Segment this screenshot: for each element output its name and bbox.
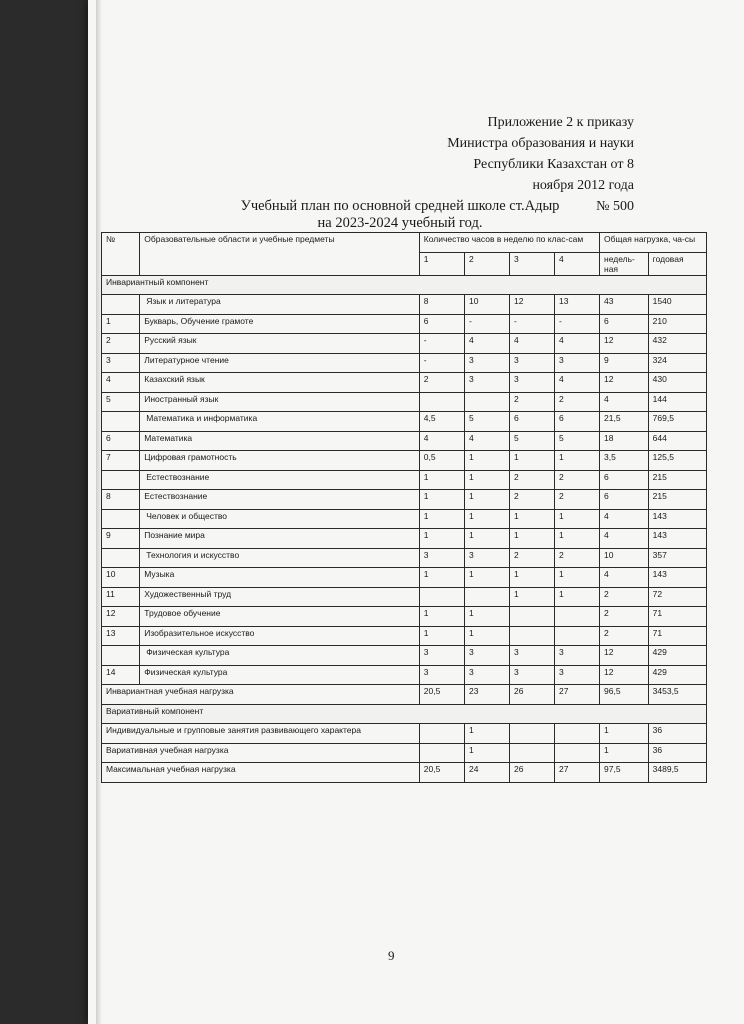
cell-g4: 1 bbox=[555, 451, 600, 471]
cell-g3: 3 bbox=[510, 353, 555, 373]
area-row bbox=[102, 646, 707, 666]
variative-total-row-label: Вариативная учебная нагрузка bbox=[102, 743, 420, 763]
cell-g3: 2 bbox=[510, 470, 555, 490]
cell-g1: 20,5 bbox=[419, 685, 464, 705]
cell-g1: 8 bbox=[419, 295, 464, 315]
row-number: 3 bbox=[102, 353, 140, 373]
grade-1-header: 1 bbox=[419, 252, 464, 275]
page-number: 9 bbox=[388, 948, 395, 963]
cell-g2: 1 bbox=[465, 529, 510, 549]
cell-year: 432 bbox=[648, 334, 706, 354]
subject-row bbox=[102, 353, 707, 373]
cell-year: 430 bbox=[648, 373, 706, 393]
cell-g2: 1 bbox=[465, 568, 510, 588]
cell-g4: 3 bbox=[555, 665, 600, 685]
row-number: 4 bbox=[102, 373, 140, 393]
col-total-header: Общая нагрузка, ча-сы bbox=[600, 233, 707, 253]
cell-g1: 3 bbox=[419, 665, 464, 685]
cell-year: 215 bbox=[648, 490, 706, 510]
cell-g3 bbox=[510, 607, 555, 627]
cell-week: 6 bbox=[600, 314, 649, 334]
cell-year: 429 bbox=[648, 665, 706, 685]
cell-g4: 3 bbox=[555, 646, 600, 666]
cell-g1: 3 bbox=[419, 646, 464, 666]
cell-g2: 1 bbox=[465, 490, 510, 510]
cell-g2: 23 bbox=[465, 685, 510, 705]
cell-week: 12 bbox=[600, 373, 649, 393]
cell-g3: 12 bbox=[510, 295, 555, 315]
cell-year: 3489,5 bbox=[648, 763, 706, 783]
cell-week: 2 bbox=[600, 587, 649, 607]
invariant-total-row bbox=[102, 685, 707, 705]
cell-g1 bbox=[419, 587, 464, 607]
subject-row bbox=[102, 607, 707, 627]
cell-g3 bbox=[510, 626, 555, 646]
title-line-1: Учебный план по основной средней школе ст.Адыр bbox=[240, 198, 560, 214]
subject-name: Цифровая грамотность bbox=[140, 451, 420, 471]
cell-year: 3453,5 bbox=[648, 685, 706, 705]
cell-g3: 4 bbox=[510, 334, 555, 354]
order-line-1: Приложение 2 к приказу bbox=[487, 115, 634, 130]
variative-total-row bbox=[102, 743, 707, 763]
cell-g2: 3 bbox=[465, 548, 510, 568]
cell-g2: 3 bbox=[465, 665, 510, 685]
cell-year: 210 bbox=[648, 314, 706, 334]
cell-year: 769,5 bbox=[648, 412, 706, 432]
subject-row bbox=[102, 334, 707, 354]
area-row bbox=[102, 509, 707, 529]
area-row bbox=[102, 412, 707, 432]
subject-name: Изобразительное искусство bbox=[140, 626, 420, 646]
cell-g3: 2 bbox=[510, 392, 555, 412]
cell-g3: 6 bbox=[510, 412, 555, 432]
cell-g4: 2 bbox=[555, 392, 600, 412]
subject-row bbox=[102, 373, 707, 393]
individual-lessons-row bbox=[102, 724, 707, 744]
cell-year: 1540 bbox=[648, 295, 706, 315]
cell-g2: 1 bbox=[465, 470, 510, 490]
subject-name: Литературное чтение bbox=[140, 353, 420, 373]
cell-g1 bbox=[419, 392, 464, 412]
cell-g4: 4 bbox=[555, 373, 600, 393]
cell-week: 2 bbox=[600, 607, 649, 627]
cell-g3: 2 bbox=[510, 490, 555, 510]
row-number: 14 bbox=[102, 665, 140, 685]
cell-year: 143 bbox=[648, 568, 706, 588]
cell-g1: 6 bbox=[419, 314, 464, 334]
cell-g3: 26 bbox=[510, 685, 555, 705]
cell-g3: 1 bbox=[510, 509, 555, 529]
cell-g3: 1 bbox=[510, 568, 555, 588]
area-row bbox=[102, 295, 707, 315]
subject-name: Язык и литература bbox=[140, 295, 420, 315]
subject-name: Естествознание bbox=[140, 490, 420, 510]
invariant-section-label: Инвариантный компонент bbox=[102, 275, 707, 295]
cell-g4: 1 bbox=[555, 529, 600, 549]
subject-name: Казахский язык bbox=[140, 373, 420, 393]
cell-week: 18 bbox=[600, 431, 649, 451]
cell-g2 bbox=[465, 587, 510, 607]
subject-row bbox=[102, 314, 707, 334]
cell-year: 644 bbox=[648, 431, 706, 451]
subject-name: Познание мира bbox=[140, 529, 420, 549]
cell-g2: 1 bbox=[465, 724, 510, 744]
row-number: 13 bbox=[102, 626, 140, 646]
cell-g4: 2 bbox=[555, 490, 600, 510]
cell-year: 144 bbox=[648, 392, 706, 412]
cell-g1: 1 bbox=[419, 490, 464, 510]
row-number bbox=[102, 509, 140, 529]
cell-g4: 27 bbox=[555, 763, 600, 783]
cell-week: 4 bbox=[600, 568, 649, 588]
cell-g1: 3 bbox=[419, 548, 464, 568]
cell-week: 97,5 bbox=[600, 763, 649, 783]
cell-g3 bbox=[510, 743, 555, 763]
cell-year: 215 bbox=[648, 470, 706, 490]
cell-g4: 13 bbox=[555, 295, 600, 315]
cell-week: 2 bbox=[600, 626, 649, 646]
cell-g4: 1 bbox=[555, 568, 600, 588]
cell-g4: 27 bbox=[555, 685, 600, 705]
row-number: 7 bbox=[102, 451, 140, 471]
cell-g3: 1 bbox=[510, 587, 555, 607]
subject-name: Физическая культура bbox=[140, 646, 420, 666]
area-row bbox=[102, 548, 707, 568]
cell-g2: 1 bbox=[465, 451, 510, 471]
cell-week: 12 bbox=[600, 665, 649, 685]
subject-row bbox=[102, 568, 707, 588]
row-number: 11 bbox=[102, 587, 140, 607]
cell-g4 bbox=[555, 607, 600, 627]
cell-g4: 3 bbox=[555, 353, 600, 373]
grade-3-header: 3 bbox=[510, 252, 555, 275]
cell-week: 1 bbox=[600, 743, 649, 763]
subject-name: Человек и общество bbox=[140, 509, 420, 529]
cell-g2: 1 bbox=[465, 743, 510, 763]
row-number: 1 bbox=[102, 314, 140, 334]
cell-g4: 1 bbox=[555, 509, 600, 529]
row-number bbox=[102, 295, 140, 315]
subject-row bbox=[102, 626, 707, 646]
cell-week: 12 bbox=[600, 646, 649, 666]
cell-year: 143 bbox=[648, 529, 706, 549]
order-line-4: ноября 2012 года bbox=[532, 178, 634, 193]
cell-week: 3,5 bbox=[600, 451, 649, 471]
order-line-3: Республики Казахстан от 8 bbox=[473, 157, 634, 172]
col-hours-header: Количество часов в неделю по клас-сам bbox=[419, 233, 599, 253]
cell-g2: 10 bbox=[465, 295, 510, 315]
title-line-2: на 2023-2024 учебный год. bbox=[317, 215, 483, 231]
invariant-section-row bbox=[102, 275, 707, 295]
cell-g1: 1 bbox=[419, 509, 464, 529]
cell-year: 36 bbox=[648, 743, 706, 763]
cell-g4: - bbox=[555, 314, 600, 334]
weekly-header: недель-ная bbox=[600, 252, 649, 275]
cell-g4: 4 bbox=[555, 334, 600, 354]
cell-g3 bbox=[510, 724, 555, 744]
col-subjects-header: Образовательные области и учебные предметы bbox=[140, 233, 420, 276]
cell-week: 4 bbox=[600, 529, 649, 549]
cell-g3: 26 bbox=[510, 763, 555, 783]
subject-row bbox=[102, 665, 707, 685]
cell-g1: 20,5 bbox=[419, 763, 464, 783]
cell-g4: 6 bbox=[555, 412, 600, 432]
cell-g1: - bbox=[419, 353, 464, 373]
cell-g2: 1 bbox=[465, 607, 510, 627]
cell-week: 6 bbox=[600, 490, 649, 510]
cell-g2: - bbox=[465, 314, 510, 334]
order-line-2: Министра образования и науки bbox=[447, 136, 634, 151]
cell-year: 357 bbox=[648, 548, 706, 568]
cell-g3: 1 bbox=[510, 451, 555, 471]
subject-name: Иностранный язык bbox=[140, 392, 420, 412]
cell-g4: 5 bbox=[555, 431, 600, 451]
subject-name: Естествознание bbox=[140, 470, 420, 490]
cell-g4 bbox=[555, 626, 600, 646]
cell-week: 96,5 bbox=[600, 685, 649, 705]
cell-g1: 0,5 bbox=[419, 451, 464, 471]
cell-g3: 3 bbox=[510, 646, 555, 666]
invariant-total-row-label: Инвариантная учебная нагрузка bbox=[102, 685, 420, 705]
cell-year: 36 bbox=[648, 724, 706, 744]
cell-year: 429 bbox=[648, 646, 706, 666]
row-number: 12 bbox=[102, 607, 140, 627]
cell-g2: 4 bbox=[465, 334, 510, 354]
subject-name: Математика и информатика bbox=[140, 412, 420, 432]
cell-g1: 1 bbox=[419, 529, 464, 549]
cell-year: 71 bbox=[648, 626, 706, 646]
cell-g2: 4 bbox=[465, 431, 510, 451]
cell-year: 143 bbox=[648, 509, 706, 529]
cell-g1: - bbox=[419, 334, 464, 354]
subject-row bbox=[102, 451, 707, 471]
variative-section-row-label: Вариативный компонент bbox=[102, 704, 707, 724]
cell-g1: 1 bbox=[419, 626, 464, 646]
subject-name: Музыка bbox=[140, 568, 420, 588]
individual-lessons-row-label: Индивидуальные и групповые занятия развивающего характера bbox=[102, 724, 420, 744]
cell-g1: 4,5 bbox=[419, 412, 464, 432]
cell-g3: 2 bbox=[510, 548, 555, 568]
cell-week: 4 bbox=[600, 509, 649, 529]
cell-g1: 1 bbox=[419, 470, 464, 490]
row-number bbox=[102, 646, 140, 666]
row-number bbox=[102, 470, 140, 490]
subject-row bbox=[102, 431, 707, 451]
grade-4-header: 4 bbox=[555, 252, 600, 275]
cell-week: 1 bbox=[600, 724, 649, 744]
cell-g2: 3 bbox=[465, 646, 510, 666]
subject-name: Технология и искусство bbox=[140, 548, 420, 568]
row-number: 5 bbox=[102, 392, 140, 412]
cell-week: 21,5 bbox=[600, 412, 649, 432]
max-total-row bbox=[102, 763, 707, 783]
subject-name: Физическая культура bbox=[140, 665, 420, 685]
yearly-header: годовая bbox=[648, 252, 706, 275]
row-number: 6 bbox=[102, 431, 140, 451]
area-row bbox=[102, 470, 707, 490]
subject-name: Математика bbox=[140, 431, 420, 451]
cell-week: 6 bbox=[600, 470, 649, 490]
cell-g3: 1 bbox=[510, 529, 555, 549]
cell-g1: 1 bbox=[419, 568, 464, 588]
cell-g4: 1 bbox=[555, 587, 600, 607]
cell-year: 324 bbox=[648, 353, 706, 373]
cell-g2: 24 bbox=[465, 763, 510, 783]
subject-name: Русский язык bbox=[140, 334, 420, 354]
cell-g1: 2 bbox=[419, 373, 464, 393]
cell-week: 10 bbox=[600, 548, 649, 568]
cell-year: 71 bbox=[648, 607, 706, 627]
cell-week: 4 bbox=[600, 392, 649, 412]
cell-year: 125,5 bbox=[648, 451, 706, 471]
cell-week: 43 bbox=[600, 295, 649, 315]
variative-section-row bbox=[102, 704, 707, 724]
cell-g3: 3 bbox=[510, 373, 555, 393]
cell-g4 bbox=[555, 724, 600, 744]
cell-week: 12 bbox=[600, 334, 649, 354]
cell-g1: 1 bbox=[419, 607, 464, 627]
cell-year: 72 bbox=[648, 587, 706, 607]
col-num-header: № bbox=[102, 233, 140, 276]
cell-g4 bbox=[555, 743, 600, 763]
max-total-row-label: Максимальная учебная нагрузка bbox=[102, 763, 420, 783]
cell-g2: 1 bbox=[465, 509, 510, 529]
row-number bbox=[102, 412, 140, 432]
row-number bbox=[102, 548, 140, 568]
subject-row bbox=[102, 529, 707, 549]
cell-week: 9 bbox=[600, 353, 649, 373]
cell-g3: - bbox=[510, 314, 555, 334]
subject-row bbox=[102, 587, 707, 607]
cell-g2: 1 bbox=[465, 626, 510, 646]
cell-g4: 2 bbox=[555, 548, 600, 568]
cell-g2: 5 bbox=[465, 412, 510, 432]
cell-g3: 5 bbox=[510, 431, 555, 451]
subject-name: Трудовое обучение bbox=[140, 607, 420, 627]
row-number: 2 bbox=[102, 334, 140, 354]
cell-g1 bbox=[419, 724, 464, 744]
cell-g1 bbox=[419, 743, 464, 763]
order-line-5: № 500 bbox=[596, 199, 634, 214]
cell-g2 bbox=[465, 392, 510, 412]
document-title bbox=[190, 198, 610, 232]
row-number: 8 bbox=[102, 490, 140, 510]
cell-g3: 3 bbox=[510, 665, 555, 685]
subject-row bbox=[102, 392, 707, 412]
curriculum-table bbox=[101, 232, 707, 783]
cell-g2: 3 bbox=[465, 353, 510, 373]
subject-name: Художественный труд bbox=[140, 587, 420, 607]
cell-g1: 4 bbox=[419, 431, 464, 451]
cell-g4: 2 bbox=[555, 470, 600, 490]
subject-name: Букварь, Обучение грамоте bbox=[140, 314, 420, 334]
table-header-row bbox=[102, 233, 707, 253]
row-number: 10 bbox=[102, 568, 140, 588]
subject-row bbox=[102, 490, 707, 510]
cell-g2: 3 bbox=[465, 373, 510, 393]
grade-2-header: 2 bbox=[465, 252, 510, 275]
row-number: 9 bbox=[102, 529, 140, 549]
